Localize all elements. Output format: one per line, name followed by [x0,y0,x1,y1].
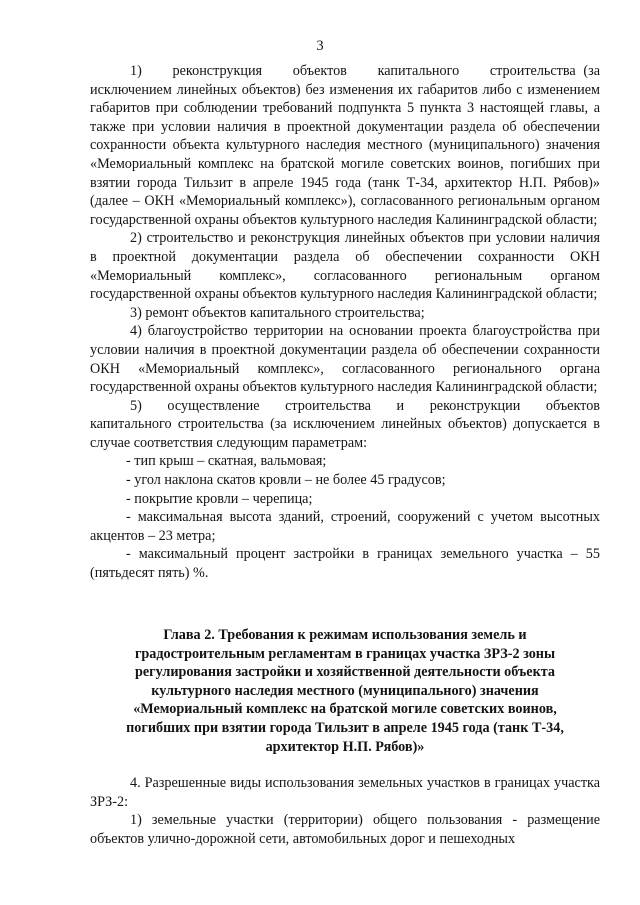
chapter-heading [90,626,600,756]
paragraph-repair: 3) ремонт объектов капитального строительства; [130,304,425,321]
body-text-lower [90,774,600,848]
parameter-max-coverage: - максимальный процент застройки в границах земельного участка – 55 (пятьдесят пять) %. [90,546,600,582]
paragraph-permitted-uses: 4. Разрешенные виды использования земельных участков в границах участка ЗРЗ-2: [90,775,600,810]
chapter-heading-line: архитектор Н.П. Рябов)» [265,738,425,755]
body-text-upper [90,62,600,583]
paragraph-linear-objects: 2) строительство и реконструкция линейных объектов при условии наличия в проектной документации раздела об обеспечении сохранности ОКН «Мемориальный комплекс», согласованного региональным органом государственной охраны объектов культурного наследия Калининградской области; [90,230,600,303]
paragraph-construction: 5) осуществление строительства и реконструкции объектов капитального строительства (за исключением линейных объектов) допускается в случае соответствия следующим параметрам: [90,397,600,451]
chapter-heading-line: «Мемориальный комплекс на братской могиле советских воинов, [133,701,557,718]
parameter-roof-slope: - угол наклона скатов кровли – не более 45 градусов; [126,472,446,489]
chapter-heading-line: Глава 2. Требования к режимам использования земель и [163,627,527,643]
paragraph-reconstruction: 1) реконструкция объектов капитального строительства (за исключением линейных объектов) без изменения их габаритов либо с изменением габаритов при соблюдении требований подпункта 5 пункта 3 настоящей главы, а также при условии наличия в проектной документации раздела об обеспечении сохранности объекта культурного наследия местного (муниципального) значения «Мемориальный комплекс на братской могиле советских воинов, погибших при взятии города Тильзит в апреле 1945 года (танк Т-34, архитектор Н.П. Рябов)» (далее – ОКН «Мемориальный комплекс»), согласованного региональным органом государственной охраны объектов культурного наследия Калининградской области; [90,63,600,228]
chapter-heading-line: погибших при взятии города Тильзит в апреле 1945 года (танк Т-34, [126,719,564,736]
chapter-heading-line: культурного наследия местного (муниципального) значения [151,682,539,699]
parameter-max-height: - максимальная высота зданий, строений, сооружений с учетом высотных акцентов – 23 метра; [90,509,600,544]
chapter-heading-line: регулирования застройки и хозяйственной деятельности объекта [134,664,555,681]
parameter-roof-covering: - покрытие кровли – черепица; [126,490,313,507]
paragraph-public-land: 1) земельные участки (территории) общего пользования - размещение объектов улично-дорожной сети, автомобильных дорог и пешеходных [90,812,600,847]
page-number: 3 [316,38,324,54]
parameter-roof-type: - тип крыш – скатная, вальмовая; [126,453,327,470]
paragraph-landscaping: 4) благоустройство территории на основании проекта благоустройства при условии наличия в проектной документации раздела об обеспечении сохранности ОКН «Мемориальный комплекс», согласованного регионального органа государственной охраны объектов культурного наследия Калининградской области; [90,323,600,396]
chapter-heading-line: градостроительным регламентам в границах участка ЗРЗ-2 зоны [134,645,556,662]
